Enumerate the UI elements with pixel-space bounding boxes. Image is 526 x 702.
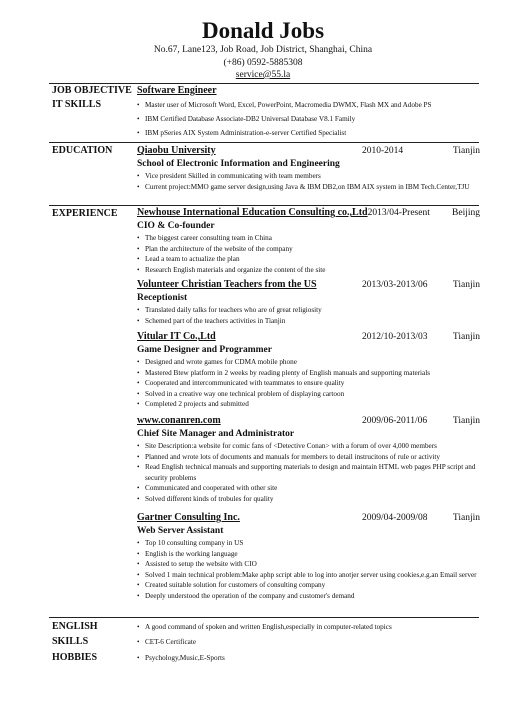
- header-divider: [49, 83, 479, 84]
- list-item: • Current project:MMO game server design,using Java & IBM DB2,on IBM AIX system in IBM Tech.Center,TJU: [137, 182, 480, 193]
- list-item: • Mastered Btew platform in 2 weeks by reading plenty of English manuals and supporting materials: [137, 368, 480, 379]
- list-item: • Planned and wrote lots of documents and manuals for members to detail instrucitons of rule or activity: [137, 452, 480, 463]
- job-entry: [137, 415, 480, 505]
- job-entry: [137, 279, 480, 326]
- list-item: • Deeply understood the operation of the company and customer's demand: [137, 591, 480, 602]
- english-block: [137, 622, 480, 633]
- section-label-experience: EXPERIENCE: [52, 208, 118, 219]
- list-item: • Read English technical manuals and supporting materials to design and maintain HTML web pages PHP script and security problems: [137, 462, 480, 483]
- list-item: • Psychology,Music,E-Sports: [137, 653, 480, 664]
- it-skills-block: [137, 98, 480, 140]
- list-item: • English is the working language: [137, 549, 480, 560]
- email-link[interactable]: service@55.la: [235, 70, 291, 80]
- list-item: • CET-6 Certificate: [137, 637, 480, 648]
- job-place: Tianjin: [452, 332, 480, 342]
- job-organization: Newhouse International Education Consulting co.,Ltd: [137, 207, 368, 218]
- job-entry: [137, 207, 480, 275]
- education-date: 2010-2014: [362, 146, 404, 156]
- job-duties-list: [137, 233, 480, 275]
- job-duties-list: [137, 305, 480, 326]
- section-divider: [49, 142, 479, 143]
- education-department: School of Electronic Information and Engineering: [137, 159, 340, 169]
- section-label-english: ENGLISH: [52, 621, 98, 632]
- list-item: • Designed and wrote games for CDMA mobile phone: [137, 357, 480, 368]
- list-item: • Solved 1 main technical problem:Make aphp script able to log into anotjer server using cookies,e.g.an Email server: [137, 570, 480, 581]
- job-date: 2013/04-Present: [367, 208, 430, 218]
- section-label-hobbies: HOBBIES: [52, 652, 98, 663]
- objective-block: [137, 85, 480, 98]
- skills-block: [137, 637, 480, 648]
- job-role: Receptionist: [137, 293, 188, 303]
- job-role: CIO & Co-founder: [137, 221, 215, 231]
- job-duties-list: [137, 441, 480, 505]
- job-role: Chief Site Manager and Administrator: [137, 429, 295, 439]
- phone-text: (+86) 0592-5885308: [223, 57, 303, 68]
- section-label-skills: SKILLS: [52, 636, 89, 647]
- list-item: • Completed 2 projects and submitted: [137, 399, 480, 410]
- list-item: • Solved different kinds of trobules for quality: [137, 494, 480, 505]
- job-date: 2013/03-2013/06: [362, 280, 428, 290]
- resume-header: [0, 18, 526, 82]
- list-item: • Cooperated and intercommunicated with teammates to ensure quality: [137, 378, 480, 389]
- it-skills-list: [137, 98, 480, 140]
- hobbies-block: [137, 653, 480, 664]
- list-item: • The biggest career consulting team in China: [137, 233, 480, 244]
- job-organization: Vitular IT Co.,Ltd: [137, 331, 216, 342]
- list-item: • Research English materials and organize the content of the site: [137, 265, 480, 276]
- job-place: Beijing: [452, 208, 480, 218]
- job-place: Tianjin: [452, 513, 480, 523]
- job-place: Tianjin: [452, 280, 480, 290]
- list-item: • Lead a team to actualize the plan: [137, 254, 480, 265]
- school-name: Qiaobu University: [137, 145, 216, 156]
- list-item: • Site Description:a website for comic fans of <Detective Conan> with a forum of over 4,000 members: [137, 441, 480, 452]
- list-item: • Communicated and cooperated with other site: [137, 483, 480, 494]
- job-organization[interactable]: www.conanren.com: [137, 415, 221, 426]
- address-text: No.67, Lane123, Job Road, Job District, Shanghai, China: [153, 45, 373, 55]
- job-organization: Volunteer Christian Teachers from the US: [137, 279, 317, 290]
- candidate-name: Donald Jobs: [201, 18, 325, 43]
- job-organization: Gartner Consulting Inc.: [137, 512, 240, 523]
- job-place: Tianjin: [452, 416, 480, 426]
- list-item: • Vice president Skilled in communicating with team members: [137, 171, 480, 182]
- objective-value: Software Engineer: [137, 85, 217, 96]
- section-label-objective: JOB OBJECTIVE: [52, 85, 132, 96]
- job-entry: [137, 331, 480, 410]
- job-duties-list: [137, 357, 480, 410]
- list-item: • Plan the architecture of the website of the company: [137, 244, 480, 255]
- education-place: Tianjin: [452, 146, 480, 156]
- education-block: [137, 145, 480, 192]
- job-date: 2009/06-2011/06: [362, 416, 428, 426]
- job-role: Game Designer and Programmer: [137, 345, 272, 355]
- section-label-it-skills: IT SKILLS: [52, 99, 102, 110]
- job-entry: [137, 512, 480, 602]
- list-item: • Assisted to setup the website with CIO: [137, 559, 480, 570]
- job-date: 2012/10-2013/03: [362, 332, 428, 342]
- section-divider: [49, 617, 479, 618]
- list-item: • IBM pSeries AIX System Administration-e-server Certified Specialist: [137, 126, 480, 140]
- list-item: • Translated daily talks for teachers who are of great religiosity: [137, 305, 480, 316]
- list-item: • Top 10 consulting company in US: [137, 538, 480, 549]
- job-role: Web Server Assistant: [137, 526, 224, 536]
- list-item: • Solved in a creative way one technical problem of displaying cartoon: [137, 389, 480, 400]
- list-item: • IBM Certified Database Associate-DB2 Universal Database V8.1 Family: [137, 112, 480, 126]
- list-item: • Master user of Microsoft Word, Excel, PowerPoint, Macromedia DWMX, Flash MX and Adobe PS: [137, 98, 480, 112]
- list-item: • Created suitable solution for customers of consulting company: [137, 580, 480, 591]
- section-label-education: EDUCATION: [52, 145, 113, 156]
- section-divider: [49, 205, 479, 206]
- education-list: [137, 171, 480, 192]
- job-date: 2009/04-2009/08: [362, 513, 428, 523]
- list-item: • A good command of spoken and written English,especially in computer-related topics: [137, 622, 480, 633]
- job-duties-list: [137, 538, 480, 602]
- list-item: • Schemed part of the teachers activities in Tianjin: [137, 316, 480, 327]
